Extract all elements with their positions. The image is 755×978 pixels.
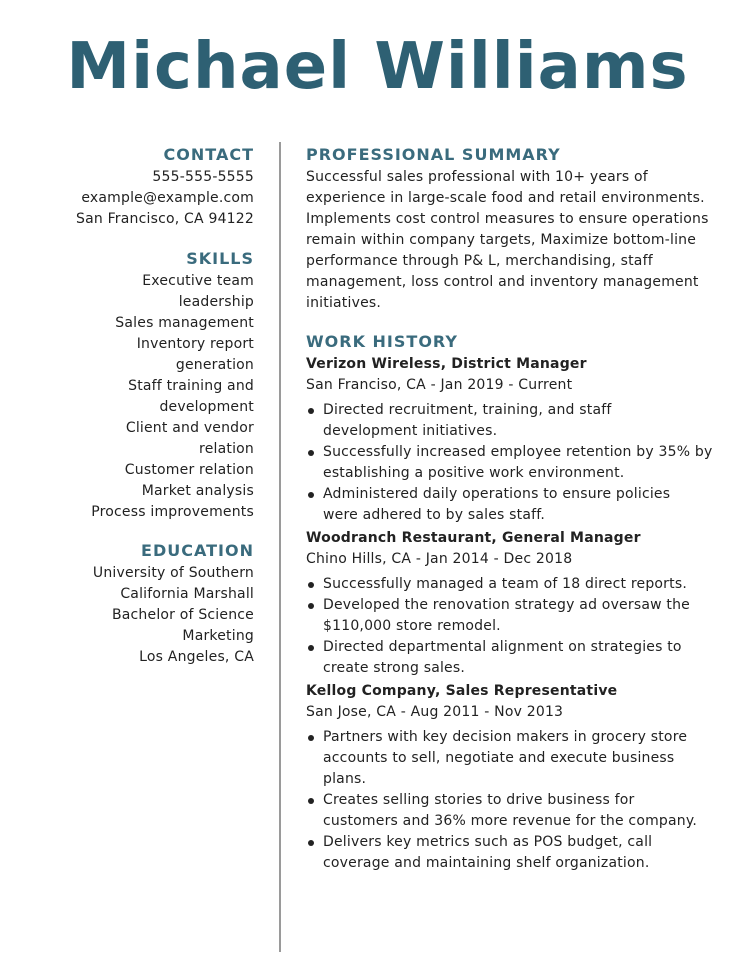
contact-email: example@example.com <box>81 190 254 206</box>
education-line: Marketing <box>182 628 254 644</box>
job-bullet <box>306 790 716 832</box>
job-entry-woodranch <box>306 528 716 679</box>
job-title-line: Verizon Wireless, District Manager <box>306 356 587 372</box>
summary-line: management, loss control and inventory management <box>306 274 699 290</box>
skill-line: generation <box>175 357 254 373</box>
job-bullet <box>306 637 716 679</box>
job-meta: Chino Hills, CA - Jan 2014 - Dec 2018 <box>306 551 573 567</box>
bullet-line: Directed recruitment, training, and staff <box>323 402 612 418</box>
skill-line: relation <box>199 441 254 457</box>
job-bullet <box>306 727 716 790</box>
job-bullets <box>306 727 716 874</box>
summary-line: experience in large-scale food and retail environments. <box>306 190 705 206</box>
bullet-line: Administered daily operations to ensure policies <box>323 486 671 502</box>
contact-location: San Francisco, CA 94122 <box>75 211 254 227</box>
education-line: Bachelor of Science <box>111 607 254 623</box>
education-line: California Marshall <box>120 586 254 602</box>
job-bullet <box>306 484 716 526</box>
skill-line: Staff training and <box>128 378 254 394</box>
summary-text <box>306 167 716 314</box>
bullet-line: were adhered to by sales staff. <box>323 507 546 523</box>
bullet-line: plans. <box>323 771 367 787</box>
summary-line: initiatives. <box>306 295 382 311</box>
bullet-line: Developed the renovation strategy ad oversaw the <box>323 597 690 613</box>
job-bullet <box>306 595 716 637</box>
job-entry-verizon <box>306 354 716 526</box>
job-entry-kellog <box>306 681 716 874</box>
summary-line: Implements cost control measures to ensure operations <box>306 211 709 227</box>
skill-line: Customer relation <box>124 462 254 478</box>
skill-line: Executive team <box>142 273 254 289</box>
job-position: General Manager <box>501 530 641 546</box>
bullet-line: coverage and maintaining shelf organization. <box>323 855 650 871</box>
bullet-line: development initiatives. <box>323 423 498 439</box>
bullet-line: Creates selling stories to drive business for <box>323 792 635 808</box>
summary-line: performance through P& L, merchandising, staff <box>306 253 653 269</box>
job-meta: San Jose, CA - Aug 2011 - Nov 2013 <box>306 704 564 720</box>
job-company: Verizon Wireless <box>306 356 441 372</box>
bullet-line: create strong sales. <box>323 660 466 676</box>
education-list <box>40 563 254 668</box>
resume-name: Michael Williams <box>66 30 689 104</box>
contact-phone: 555-555-5555 <box>152 169 254 185</box>
job-bullets <box>306 400 716 526</box>
summary-heading: PROFESSIONAL SUMMARY <box>306 145 561 164</box>
skill-line: leadership <box>178 294 254 310</box>
bullet-line: Successfully increased employee retention by 35% by <box>323 444 713 460</box>
sidebar <box>40 143 254 668</box>
job-meta: San Franciso, CA - Jan 2019 - Current <box>306 377 573 393</box>
education-line: University of Southern <box>92 565 254 581</box>
job-position: Sales Representative <box>445 683 618 699</box>
job-bullet <box>306 574 716 595</box>
skills-list <box>40 271 254 523</box>
work-history-heading: WORK HISTORY <box>306 332 458 351</box>
contact-heading: CONTACT <box>163 145 254 164</box>
skill-line: Inventory report <box>136 336 254 352</box>
job-company: Woodranch Restaurant <box>306 530 492 546</box>
skills-heading: SKILLS <box>186 249 254 268</box>
bullet-line: Directed departmental alignment on strategies to <box>323 639 682 655</box>
job-title-line: Woodranch Restaurant, General Manager <box>306 530 641 546</box>
bullet-line: Successfully managed a team of 18 direct reports. <box>323 576 687 592</box>
education-line: Los Angeles, CA <box>139 649 254 665</box>
summary-line: remain within company targets, Maximize bottom-line <box>306 232 697 248</box>
column-divider <box>279 142 281 952</box>
skill-line: development <box>159 399 254 415</box>
bullet-line: Delivers key metrics such as POS budget, call <box>323 834 653 850</box>
bullet-line: accounts to sell, negotiate and execute business <box>323 750 675 766</box>
education-heading: EDUCATION <box>141 541 254 560</box>
job-bullet <box>306 442 716 484</box>
skill-line: Client and vendor <box>125 420 254 436</box>
summary-line: Successful sales professional with 10+ years of <box>306 169 648 185</box>
bullet-line: establishing a positive work environment. <box>323 465 625 481</box>
skill-line: Market analysis <box>141 483 254 499</box>
job-title-line: Kellog Company, Sales Representative <box>306 683 618 699</box>
bullet-line: Partners with key decision makers in grocery store <box>323 729 688 745</box>
skill-line: Sales management <box>115 315 254 331</box>
bullet-line: $110,000 store remodel. <box>323 618 501 634</box>
job-bullet <box>306 400 716 442</box>
job-position: District Manager <box>451 356 587 372</box>
job-bullets <box>306 574 716 679</box>
job-bullet <box>306 832 716 874</box>
main-column <box>306 143 716 876</box>
job-company: Kellog Company <box>306 683 435 699</box>
skill-line: Process improvements <box>91 504 254 520</box>
bullet-line: customers and 36% more revenue for the company. <box>323 813 698 829</box>
